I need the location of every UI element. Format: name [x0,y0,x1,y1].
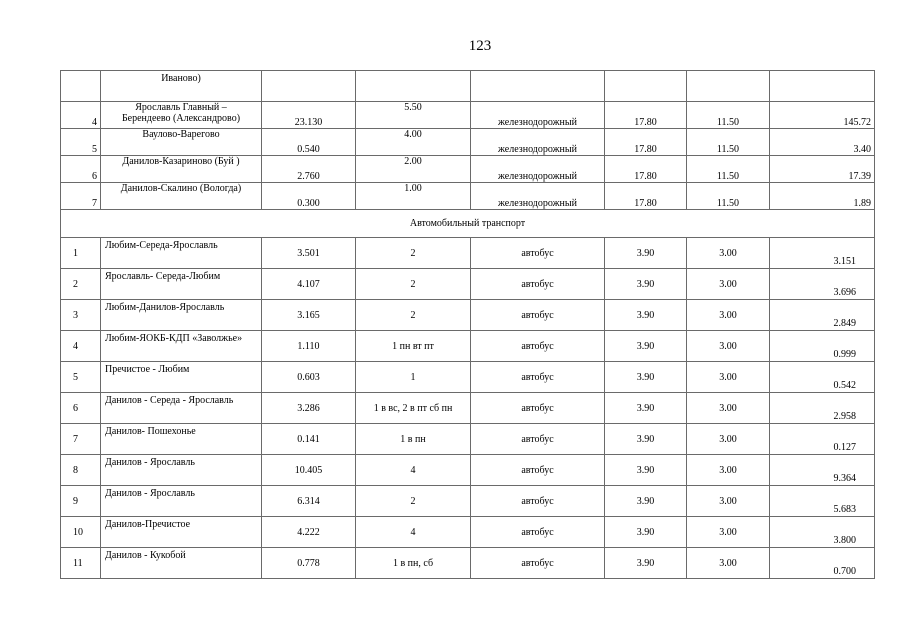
cell-route: Данилов - Ярославль [101,486,262,517]
cell-num: 3 [61,300,101,331]
cell-route: Ярославль- Середа-Любим [101,269,262,300]
cell-value: 0.542 [770,362,875,393]
cell-value [770,71,875,102]
cell-t2: 3.00 [687,517,770,548]
cell-t2: 3.00 [687,362,770,393]
cell-value: 0.999 [770,331,875,362]
table-row [61,238,875,269]
cell-num: 7 [61,424,101,455]
cell-value: 145.72 [770,102,875,129]
cell-t1: 3.90 [605,393,687,424]
cell-value: 1.89 [770,183,875,210]
cell-length [262,71,356,102]
cell-t2: 3.00 [687,455,770,486]
table-body [61,71,875,579]
cell-num: 9 [61,486,101,517]
cell-route: Данилов- Пошехонье [101,424,262,455]
cell-length: 2.760 [262,156,356,183]
cell-kind: автобус [471,455,605,486]
cell-t2: 11.50 [687,129,770,156]
cell-kind: автобус [471,331,605,362]
cell-value: 3.151 [770,238,875,269]
cell-freq: 2 [356,300,471,331]
cell-value: 0.127 [770,424,875,455]
route-line-1: Ваулово-Варегово [142,129,220,140]
cell-num: 6 [61,156,101,183]
cell-t1: 3.90 [605,238,687,269]
cell-route: Любим-Середа-Ярославль [101,238,262,269]
cell-num [61,71,101,102]
table-row [61,486,875,517]
cell-route: Пречистое - Любим [101,362,262,393]
cell-t2: 11.50 [687,102,770,129]
table-row [61,393,875,424]
cell-t1: 3.90 [605,331,687,362]
cell-freq [356,71,471,102]
cell-t2: 11.50 [687,156,770,183]
cell-num: 11 [61,548,101,579]
cell-t1: 3.90 [605,517,687,548]
cell-freq: 2 [356,269,471,300]
cell-length: 3.286 [262,393,356,424]
cell-kind: автобус [471,517,605,548]
cell-kind: автобус [471,486,605,517]
table-row [61,362,875,393]
cell-t1: 3.90 [605,455,687,486]
cell-kind: железнодорожный [471,129,605,156]
cell-num: 4 [61,331,101,362]
cell-length: 4.222 [262,517,356,548]
table-row [61,183,875,210]
cell-t1: 3.90 [605,300,687,331]
table-row [61,548,875,579]
cell-route: Любим-ЯОКБ-КДП «Заволжье» [101,331,262,362]
cell-freq: 1 в пн [356,424,471,455]
cell-route-continuation: Иваново) [101,71,262,102]
cell-t2: 3.00 [687,331,770,362]
cell-freq: 1 пн вт пт [356,331,471,362]
cell-t2: 11.50 [687,183,770,210]
cell-t1: 17.80 [605,129,687,156]
cell-num: 8 [61,455,101,486]
cell-t2: 3.00 [687,300,770,331]
cell-kind: автобус [471,393,605,424]
cell-t1: 3.90 [605,486,687,517]
cell-kind: автобус [471,300,605,331]
section-title: Автомобильный транспорт [61,210,875,238]
cell-t2: 3.00 [687,238,770,269]
cell-route [101,102,262,129]
table-row [61,300,875,331]
table-row [61,331,875,362]
cell-t1: 3.90 [605,548,687,579]
cell-t2: 3.00 [687,393,770,424]
cell-route: Данилов - Ярославль [101,455,262,486]
cell-t1: 17.80 [605,183,687,210]
cell-length: 0.141 [262,424,356,455]
transport-table [60,70,875,579]
page-number: 123 [468,38,492,54]
cell-freq: 4 [356,517,471,548]
cell-route: Данилов - Кукобой [101,548,262,579]
cell-route [101,156,262,183]
route-line-1: Данилов-Скалино (Вологда) [120,183,242,194]
cell-freq: 1 в вс, 2 в пт сб пн [356,393,471,424]
cell-t1: 17.80 [605,156,687,183]
section-header-row [61,210,875,238]
route-line-1: Данилов-Казариново (Буй ) [122,156,240,167]
cell-kind: автобус [471,362,605,393]
route-line-2: Берендеево (Александрово) [121,113,241,124]
cell-kind: железнодорожный [471,183,605,210]
cell-t1: 3.90 [605,269,687,300]
cell-t2: 3.00 [687,486,770,517]
cell-num: 5 [61,129,101,156]
cell-num: 10 [61,517,101,548]
cell-length: 23.130 [262,102,356,129]
cell-t1: 3.90 [605,362,687,393]
cell-t2: 3.00 [687,269,770,300]
cell-value: 2.958 [770,393,875,424]
cell-length: 0.778 [262,548,356,579]
cell-num: 5 [61,362,101,393]
cell-value: 17.39 [770,156,875,183]
cell-value: 2.849 [770,300,875,331]
cell-value: 3.40 [770,129,875,156]
cell-num: 7 [61,183,101,210]
table-row-continuation [61,71,875,102]
cell-route: Любим-Данилов-Ярославль [101,300,262,331]
cell-t2 [687,71,770,102]
cell-value: 9.364 [770,455,875,486]
cell-t2: 3.00 [687,548,770,579]
cell-freq: 1 [356,362,471,393]
cell-kind: автобус [471,238,605,269]
cell-value: 0.700 [770,548,875,579]
cell-length: 0.300 [262,183,356,210]
cell-freq: 4.00 [356,129,471,156]
cell-freq: 2 [356,486,471,517]
cell-length: 3.501 [262,238,356,269]
cell-kind: автобус [471,269,605,300]
cell-t1: 17.80 [605,102,687,129]
cell-route [101,183,262,210]
cell-route: Данилов - Середа - Ярославль [101,393,262,424]
table-row [61,517,875,548]
cell-kind: автобус [471,548,605,579]
cell-kind: автобус [471,424,605,455]
cell-value: 3.800 [770,517,875,548]
table-row [61,269,875,300]
table-row [61,156,875,183]
cell-length: 10.405 [262,455,356,486]
cell-length: 1.110 [262,331,356,362]
cell-num: 4 [61,102,101,129]
cell-length: 0.540 [262,129,356,156]
cell-kind [471,71,605,102]
cell-route [101,129,262,156]
cell-freq: 2 [356,238,471,269]
cell-kind: железнодорожный [471,156,605,183]
cell-length: 3.165 [262,300,356,331]
table-row [61,455,875,486]
route-line-1: Ярославль Главный – [135,102,227,113]
cell-value: 3.696 [770,269,875,300]
cell-t1: 3.90 [605,424,687,455]
table-row [61,102,875,129]
cell-freq: 2.00 [356,156,471,183]
cell-freq: 1.00 [356,183,471,210]
cell-value: 5.683 [770,486,875,517]
cell-freq: 5.50 [356,102,471,129]
table-row [61,129,875,156]
cell-kind: железнодорожный [471,102,605,129]
cell-num: 1 [61,238,101,269]
cell-length: 6.314 [262,486,356,517]
cell-freq: 4 [356,455,471,486]
cell-t1 [605,71,687,102]
cell-length: 4.107 [262,269,356,300]
cell-num: 6 [61,393,101,424]
table-row [61,424,875,455]
cell-freq: 1 в пн, сб [356,548,471,579]
cell-num: 2 [61,269,101,300]
cell-length: 0.603 [262,362,356,393]
cell-route: Данилов-Пречистое [101,517,262,548]
cell-t2: 3.00 [687,424,770,455]
